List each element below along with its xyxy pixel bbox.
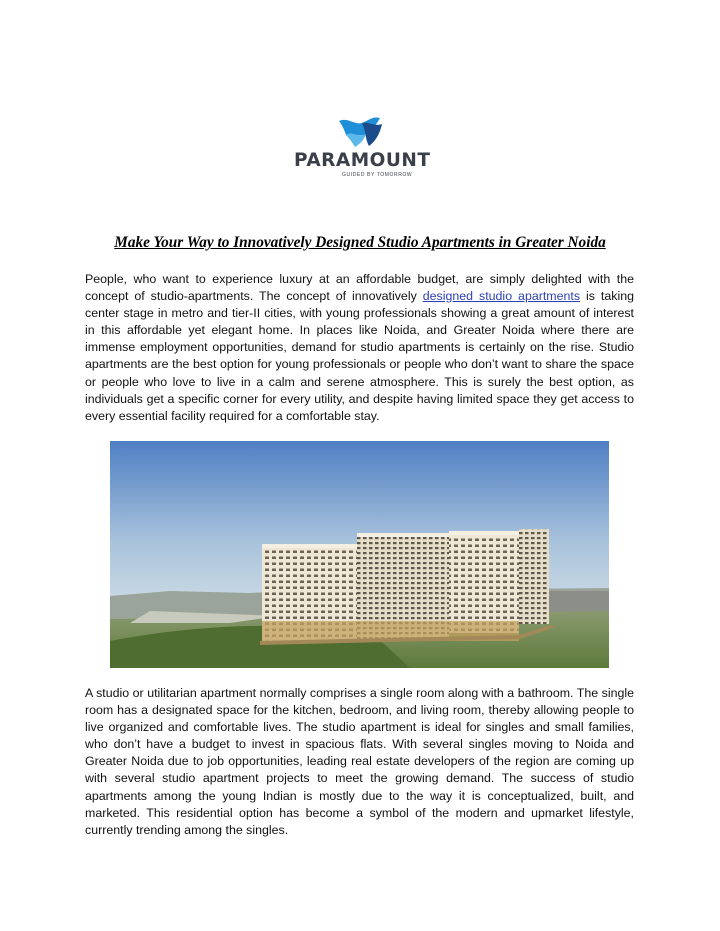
intro-paragraph — [85, 271, 634, 425]
designed-studio-apartments-link[interactable]: designed studio apartments — [422, 289, 581, 304]
studio-description-paragraph: A studio or utilitarian apartment normally comprises a single room along with a bathroom. The single room has a designated space for the kitchen, bedroom, and living room, thereby allowing people to live organized and comfortable lives. The studio apartment is ideal for singles and small families, who don’t have a budget to invest in spacious flats. With several singles moving to Noida and Greater Noida due to job opportunities, leading real estate developers of the region are coming up with several studio apartment projects to meet the growing demand. The success of studio apartments among the young Indian is mostly due to the way it is conceptualized, built, and marketed. This residential option has become a symbol of the modern and upmarket lifestyle, currently trending among the singles. — [85, 686, 634, 837]
paramount-wave-icon — [336, 115, 386, 149]
intro-text-start: People, who want to experience luxury at an affordable budget, are simply delighted with the concept of studio-apartments. The concept of innovatively — [85, 272, 634, 304]
apartment-complex-photo — [110, 441, 609, 668]
logo-tagline: GUIDED BY TOMORROW — [342, 172, 413, 178]
intro-text-end: is taking center stage in metro and tier-II cities, with young professionals showing a great amount of interest in this affordable yet elegant home. In places like Noida, and Greater Noida where there are immense employment opportunities, demand for studio apartments is certainly on the rise. Studio apartments are the best option for young professionals or people who don’t want to share the space or people who love to live in a calm and serene atmosphere. This is surely the best option, as individuals get a specific corner for every utility, and despite having limited space they get access to every essential facility required for a comfortable stay. — [85, 289, 635, 423]
article-title: Make Your Way to Innovatively Designed Studio Apartments in Greater Noida — [114, 234, 606, 251]
paramount-logo — [294, 115, 431, 185]
logo-wordmark: PARAMOUNT — [294, 150, 431, 171]
